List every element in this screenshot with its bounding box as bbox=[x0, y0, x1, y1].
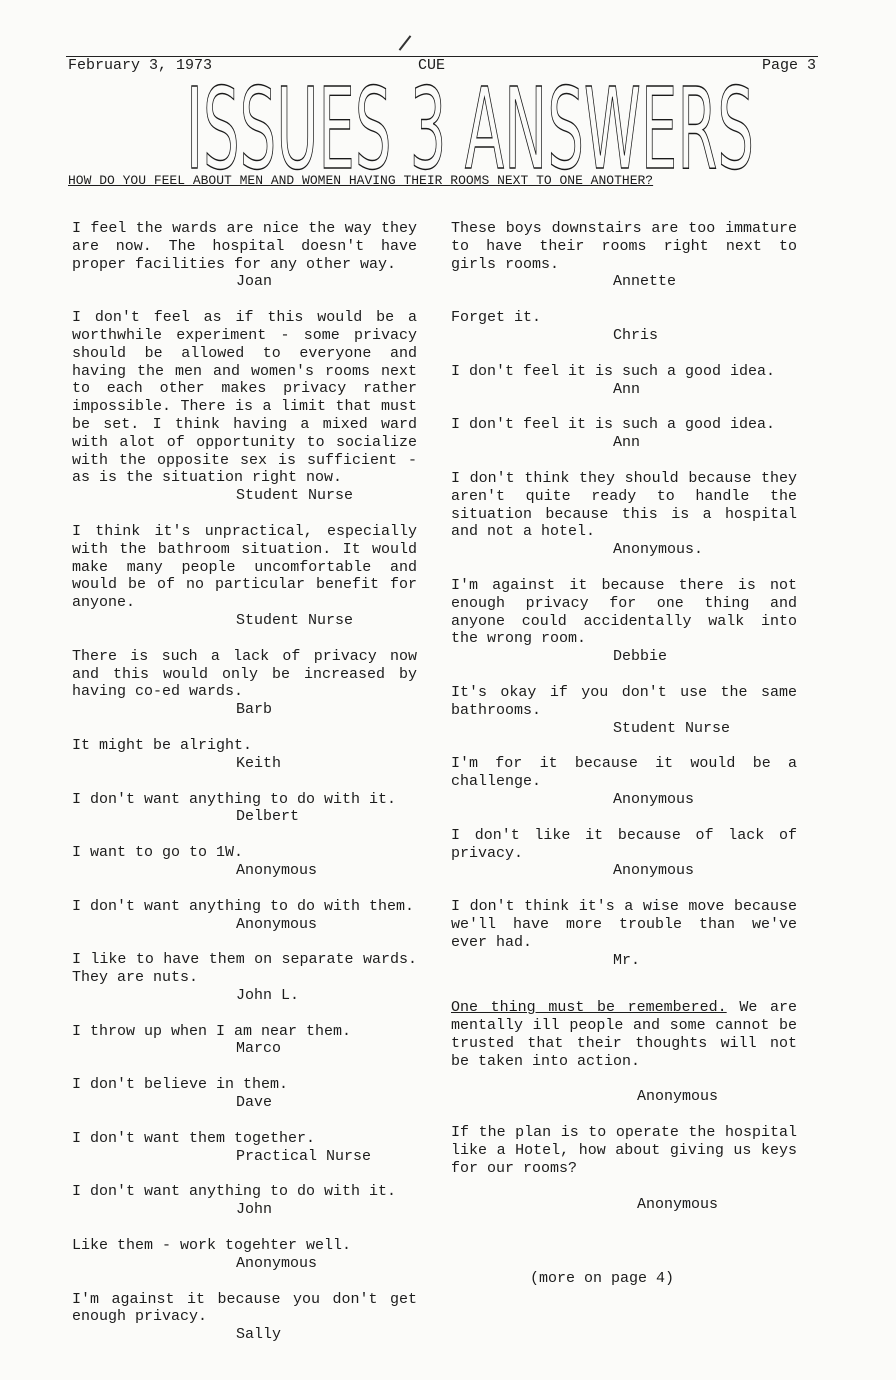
response-author: Anonymous bbox=[613, 790, 695, 808]
response-text: It might be alright. bbox=[72, 736, 253, 754]
right-entry bbox=[451, 220, 797, 291]
response-author: Marco bbox=[236, 1040, 282, 1058]
response-author: Student Nurse bbox=[613, 719, 731, 737]
final-text: If the plan is to operate the hospital like a Hotel, how about giving us keys for our rooms? bbox=[451, 1124, 797, 1177]
right-entry bbox=[451, 684, 797, 737]
right-column bbox=[451, 220, 797, 1231]
right-entries bbox=[451, 220, 797, 969]
left-entry bbox=[72, 1023, 417, 1059]
response-author: Anonymous bbox=[613, 862, 695, 880]
left-entry bbox=[72, 1183, 417, 1219]
right-entry bbox=[451, 577, 797, 666]
response-author: Ann bbox=[613, 380, 641, 398]
response-text: I think it's unpractical, especially with the bathroom situation. It would make many people uncomfortable and would be of no particular benefit for anyone. bbox=[72, 522, 417, 612]
response-text: These boys downstairs are too immature to have their rooms right next to girls rooms. bbox=[451, 220, 797, 273]
issue-date: February 3, 1973 bbox=[68, 57, 213, 74]
left-entry bbox=[72, 309, 417, 505]
response-author: Barb bbox=[236, 701, 273, 719]
closing-text bbox=[451, 999, 797, 1070]
response-author: Student Nurse bbox=[236, 487, 354, 505]
response-text: I'm against it because there is not enough privacy for one thing and anyone could accidentally walk into the wrong room. bbox=[451, 576, 797, 648]
final-entry bbox=[451, 1124, 797, 1213]
left-entry bbox=[72, 523, 417, 630]
closing-entry bbox=[451, 999, 797, 1106]
left-entry bbox=[72, 1291, 417, 1344]
response-text: Forget it. bbox=[451, 309, 542, 327]
right-entry bbox=[451, 470, 797, 559]
response-author: Mr. bbox=[613, 951, 641, 969]
response-text: I don't believe in them. bbox=[72, 1076, 289, 1094]
response-text: Like them - work togehter well. bbox=[72, 1237, 352, 1255]
left-entry bbox=[72, 844, 417, 880]
response-text: I don't feel it is such a good idea. bbox=[451, 416, 776, 434]
left-entry bbox=[72, 898, 417, 934]
response-author: Practical Nurse bbox=[236, 1147, 372, 1165]
continued-note: (more on page 4) bbox=[530, 1270, 675, 1287]
header-rule bbox=[66, 56, 818, 57]
response-author: Chris bbox=[613, 326, 659, 344]
left-column bbox=[72, 220, 417, 1362]
response-text: There is such a lack of privacy now and this would only be increased by having co-ed wards. bbox=[72, 647, 417, 701]
response-text: It's okay if you don't use the same bathrooms. bbox=[451, 683, 797, 719]
response-text: I don't think it's a wise move because we'll have more trouble than we've ever had. bbox=[451, 898, 797, 951]
left-entry bbox=[72, 1130, 417, 1166]
response-author: Debbie bbox=[613, 648, 668, 666]
response-author: Student Nurse bbox=[236, 611, 354, 629]
response-text: I want to go to 1W. bbox=[72, 844, 244, 862]
response-author: Anonymous. bbox=[613, 541, 704, 559]
response-text: I like to have them on separate wards. They are nuts. bbox=[72, 951, 417, 987]
masthead-title bbox=[180, 72, 760, 176]
response-author: Anonymous bbox=[236, 1254, 318, 1272]
right-entry bbox=[451, 898, 797, 969]
response-text: I don't feel it is such a good idea. bbox=[451, 362, 776, 380]
response-text: I don't think they should because they aren't quite ready to handle the situation because this is a hospital and not a hotel. bbox=[451, 469, 797, 541]
response-text: I throw up when I am near them. bbox=[72, 1022, 352, 1040]
left-entry bbox=[72, 791, 417, 827]
response-author: Anonymous bbox=[236, 915, 318, 933]
right-entry bbox=[451, 827, 797, 880]
response-text: I'm for it because it would be a challenge. bbox=[451, 755, 797, 791]
response-author: Annette bbox=[613, 273, 677, 291]
response-author: Sally bbox=[236, 1326, 282, 1344]
response-author: Joan bbox=[236, 273, 273, 291]
response-text: I don't want anything to do with them. bbox=[72, 897, 415, 915]
response-author: Anonymous bbox=[236, 861, 318, 879]
page-number: Page 3 bbox=[761, 57, 816, 74]
final-author: Anonymous bbox=[637, 1195, 719, 1213]
survey-question: HOW DO YOU FEEL ABOUT MEN AND WOMEN HAVING THEIR ROOMS NEXT TO ONE ANOTHER? bbox=[68, 173, 654, 188]
stray-mark bbox=[399, 35, 412, 50]
response-author: Ann bbox=[613, 434, 641, 452]
publication-name: CUE bbox=[418, 57, 446, 74]
response-author: John bbox=[236, 1201, 273, 1219]
response-text: I'm against it because you don't get enough privacy. bbox=[72, 1290, 417, 1326]
response-text: I don't like it because of lack of privacy. bbox=[451, 826, 797, 862]
left-entry bbox=[72, 1076, 417, 1112]
response-text: I don't want anything to do with it. bbox=[72, 790, 397, 808]
left-entry bbox=[72, 220, 417, 291]
response-text: I don't want them together. bbox=[72, 1129, 316, 1147]
closing-body: We are mentally ill people and some cannot be trusted that their thoughts will not be taken into action. bbox=[451, 999, 797, 1070]
right-entry bbox=[451, 755, 797, 808]
right-entry bbox=[451, 309, 797, 345]
closing-underlined: One thing must be remembered. bbox=[451, 999, 727, 1017]
left-entry bbox=[72, 951, 417, 1004]
closing-author: Anonymous bbox=[637, 1088, 719, 1106]
left-entry bbox=[72, 648, 417, 719]
left-entry bbox=[72, 1237, 417, 1273]
response-author: Dave bbox=[236, 1094, 273, 1112]
response-text: I don't feel as if this would be a worthwhile experiment - some privacy should be allowed to everyone and having the men and women's rooms next to each other makes privacy rather impossible. There is a limit that must be set. I think having a mixed ward with alot of opportunity to socialize with the opposite sex is sufficient - as is the situation right now. bbox=[72, 309, 417, 487]
left-entry bbox=[72, 737, 417, 773]
response-author: Delbert bbox=[236, 808, 300, 826]
response-author: John L. bbox=[236, 986, 300, 1004]
response-text: I don't want anything to do with it. bbox=[72, 1183, 397, 1201]
response-author: Keith bbox=[236, 754, 282, 772]
response-text: I feel the wards are nice the way they are now. The hospital doesn't have proper facilities for any other way. bbox=[72, 220, 417, 273]
masthead-text: ISSUES 3 ANSWERS bbox=[186, 72, 754, 176]
right-entry bbox=[451, 416, 797, 452]
right-entry bbox=[451, 363, 797, 399]
